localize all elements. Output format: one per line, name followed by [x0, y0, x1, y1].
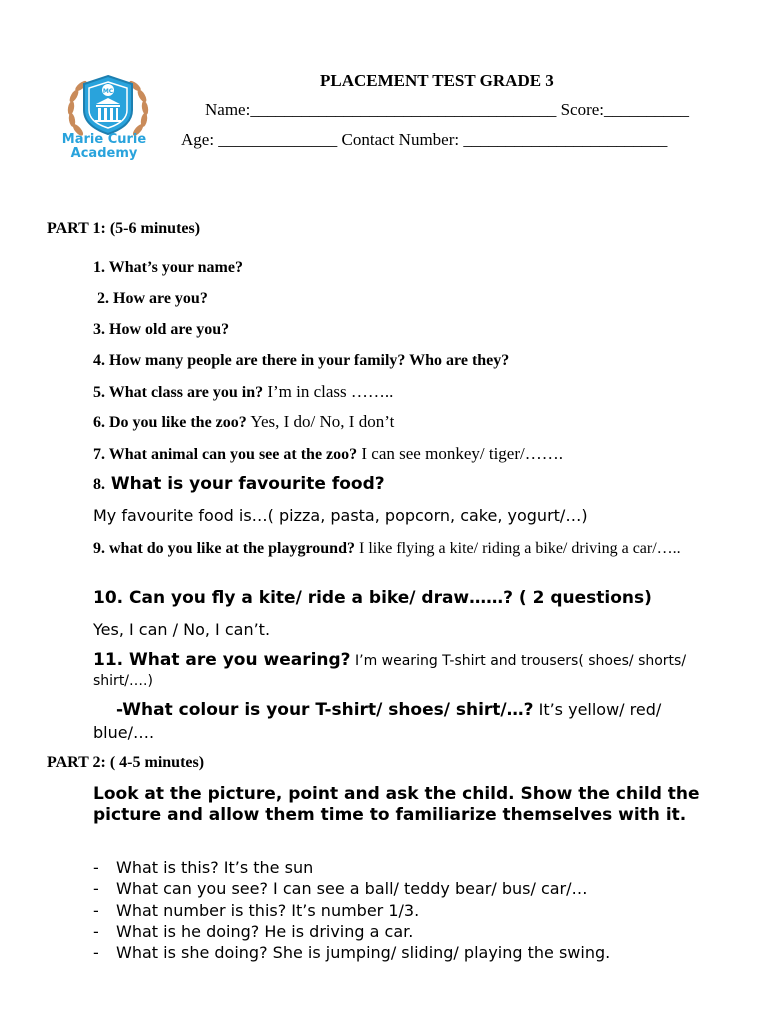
question-11b	[93, 699, 723, 745]
list-item	[93, 857, 733, 878]
list-item	[93, 921, 733, 942]
name-label: Name:	[205, 100, 251, 119]
question-11-text: 11. What are you wearing?	[93, 650, 351, 670]
question-4: 4. How many people are there in your family? Who are they?	[93, 352, 510, 369]
page-title: PLACEMENT TEST GRADE 3	[320, 71, 554, 90]
question-9-answer: I like flying a kite/ riding a bike/ driving a car/…..	[354, 540, 681, 557]
age-contact-line	[181, 130, 667, 150]
name-score-line	[205, 100, 689, 120]
list-item	[93, 900, 733, 921]
question-8	[93, 474, 385, 494]
logo-line2: Academy	[70, 146, 138, 161]
bullet-dash: -	[93, 943, 99, 963]
question-9	[93, 538, 713, 559]
question-5-answer: I’m in class ……..	[263, 382, 394, 401]
bullet-dash: -	[93, 879, 99, 899]
question-10-answer: Yes, I can / No, I can’t.	[93, 620, 271, 639]
contact-label: Contact Number:	[341, 130, 460, 149]
question-8-number: 8.	[93, 476, 105, 493]
logo-badge-letters: MC	[102, 88, 114, 95]
list-item-text: What can you see? I can see a ball/ teddy bear/ bus/ car/…	[116, 879, 588, 899]
list-item	[93, 942, 733, 963]
question-8-answer: My favourite food is…( pizza, pasta, popcorn, cake, yogurt/…)	[93, 506, 588, 525]
part2-heading: PART 2: ( 4-5 minutes)	[47, 754, 205, 771]
list-item	[93, 878, 733, 899]
question-6-answer: Yes, I do/ No, I don’t	[246, 412, 395, 431]
list-item-text: What is he doing? He is driving a car.	[116, 921, 414, 941]
question-11b-text: -What colour is your T-shirt/ shoes/ shirt/…?	[116, 700, 534, 720]
logo-line1: Marie Curie	[61, 132, 147, 147]
list-item-text: What is this? It’s the sun	[116, 858, 314, 877]
question-6-text: 6. Do you like the zoo?	[93, 414, 247, 431]
part2-instruction: Look at the picture, point and ask the child. Show the child the picture and allow them time to familiarize themselves with it.	[93, 784, 700, 825]
question-1: 1. What’s your name?	[93, 259, 243, 276]
part1-heading: PART 1: (5-6 minutes)	[47, 220, 201, 237]
question-10: 10. Can you fly a kite/ ride a bike/ draw……? ( 2 questions)	[93, 588, 652, 608]
question-11-answer: I’m wearing T-shirt and trousers( shoes/ shorts/ shirt/….)	[93, 653, 687, 689]
question-6	[93, 412, 394, 432]
question-9-text: 9. what do you like at the playground?	[93, 540, 355, 557]
question-5-text: 5. What class are you in?	[93, 384, 264, 401]
question-7	[93, 444, 563, 464]
question-11b-answer: It’s yellow/ red/ blue/….	[93, 700, 662, 742]
bullet-dash: -	[93, 858, 99, 877]
age-label: Age:	[181, 130, 215, 149]
contact-field[interactable]: ________________________	[463, 130, 668, 149]
question-5	[93, 382, 393, 402]
question-7-text: 7. What animal can you see at the zoo?	[93, 446, 358, 463]
logo-wordmark	[48, 133, 160, 161]
name-field[interactable]: ____________________________________	[250, 100, 557, 119]
part2-question-list	[93, 857, 733, 963]
question-2: 2. How are you?	[97, 290, 208, 307]
bullet-dash: -	[93, 900, 99, 920]
question-8-text: What is your favourite food?	[105, 474, 385, 494]
question-11	[93, 650, 693, 691]
list-item-text: What number is this? It’s number 1/3.	[116, 900, 420, 920]
age-field[interactable]: ______________	[218, 130, 338, 149]
bullet-dash: -	[93, 921, 99, 941]
list-item-text: What is she doing? She is jumping/ sliding/ playing the swing.	[116, 943, 611, 963]
question-7-answer: I can see monkey/ tiger/…….	[357, 444, 563, 463]
score-label: Score:	[560, 100, 605, 119]
question-3: 3. How old are you?	[93, 321, 230, 338]
score-field[interactable]: __________	[604, 100, 690, 119]
